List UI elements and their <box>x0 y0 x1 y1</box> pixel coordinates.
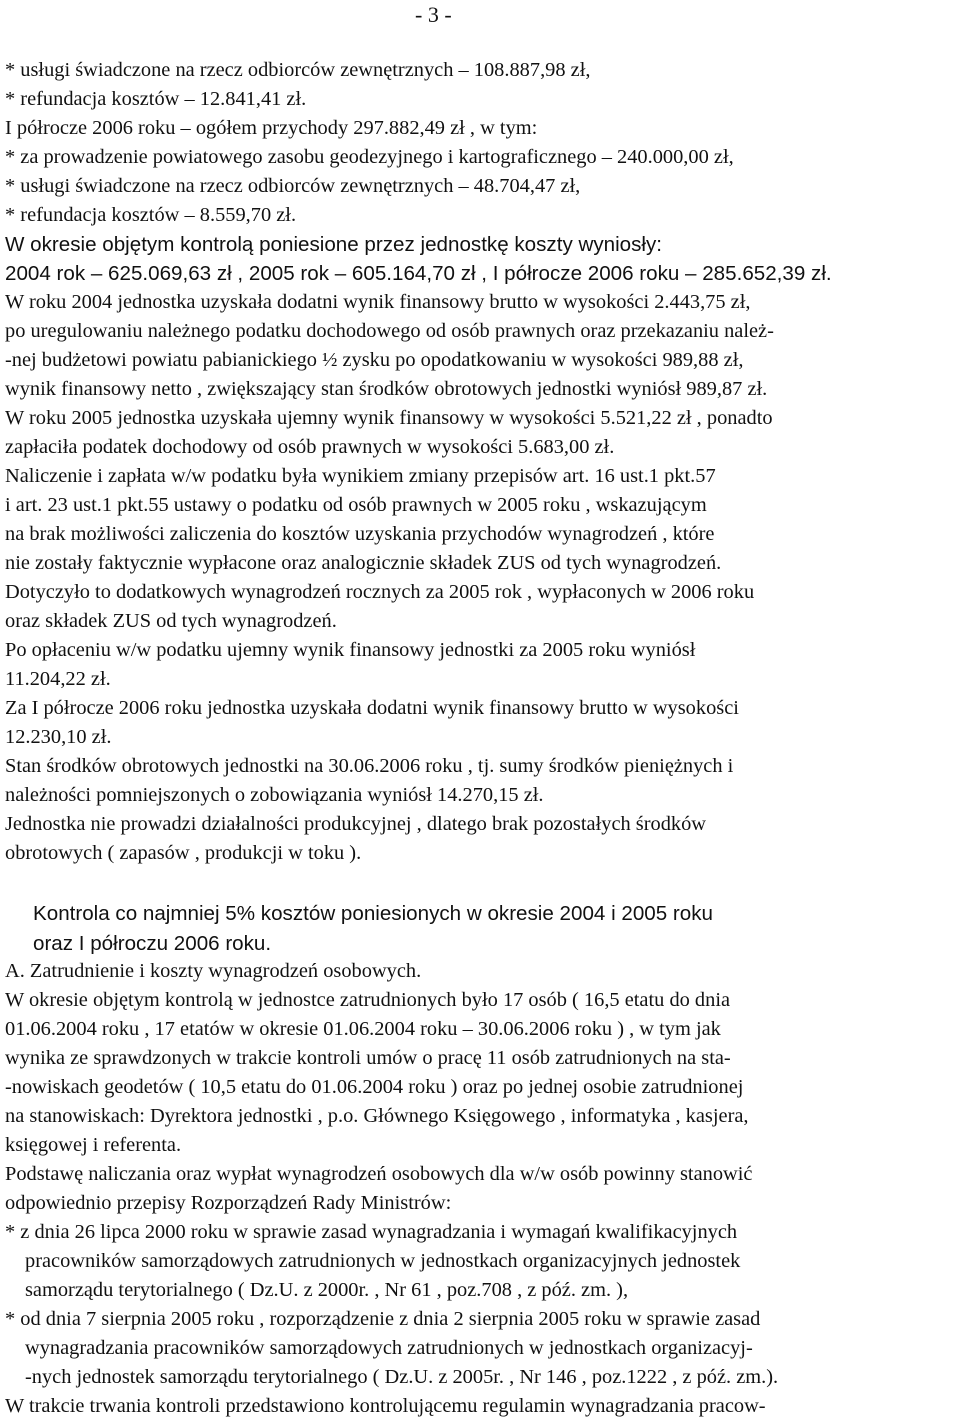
page-number: - 3 - <box>415 2 452 27</box>
text-line: * refundacja kosztów – 8.559,70 zł. <box>5 204 297 226</box>
list-item-continuation: samorządu terytorialnego ( Dz.U. z 2000r. , Nr 61 , poz.708 , z póź. zm. ), <box>25 1279 629 1301</box>
text-line: * usługi świadczone na rzecz odbiorców zewnętrznych – 48.704,47 zł, <box>5 175 581 197</box>
heading-line: Kontrola co najmniej 5% kosztów poniesionych w okresie 2004 i 2005 roku <box>33 902 713 925</box>
text-line: należności pomniejszonych o zobowiązania wyniósł 14.270,15 zł. <box>5 784 544 806</box>
list-item-continuation: -nych jednostek samorządu terytorialnego ( Dz.U. z 2005r. , Nr 146 , poz.1222 , z póź. zm.). <box>25 1366 779 1388</box>
text-line: oraz składek ZUS od tych wynagrodzeń. <box>5 610 337 632</box>
text-line: W roku 2004 jednostka uzyskała dodatni wynik finansowy brutto w wysokości 2.443,75 zł, <box>5 291 751 313</box>
text-line: 2004 rok – 625.069,63 zł , 2005 rok – 605.164,70 zł , I półrocze 2006 roku – 285.652,39 zł. <box>5 262 832 285</box>
list-item-continuation: wynagradzania pracowników samorządowych zatrudnionych w jednostkach organizacyj- <box>25 1337 753 1359</box>
text-line: -nowiskach geodetów ( 10,5 etatu do 01.06.2004 roku ) oraz po jednej osobie zatrudnionej <box>5 1076 744 1098</box>
text-line: * za prowadzenie powiatowego zasobu geodezyjnego i kartograficznego – 240.000,00 zł, <box>5 146 734 168</box>
text-line: W okresie objętym kontrolą w jednostce zatrudnionych było 17 osób ( 16,5 etatu do dnia <box>5 989 731 1011</box>
text-line: Za I półrocze 2006 roku jednostka uzyskała dodatni wynik finansowy brutto w wysokości <box>5 697 739 719</box>
text-line: obrotowych ( zapasów , produkcji w toku ). <box>5 842 362 864</box>
subsection-title: A. Zatrudnienie i koszty wynagrodzeń osobowych. <box>5 960 422 982</box>
report-text-top <box>5 56 957 868</box>
text-line: Naliczenie i zapłata w/w podatku była wynikiem zmiany przepisów art. 16 ust.1 pkt.57 <box>5 465 716 487</box>
text-line: na stanowiskach: Dyrektora jednostki , p.o. Głównego Księgowego , informatyka , kasjera, <box>5 1105 749 1127</box>
text-line: W roku 2005 jednostka uzyskała ujemny wynik finansowy w wysokości 5.521,22 zł , ponadto <box>5 407 773 429</box>
list-item: * od dnia 7 sierpnia 2005 roku , rozporządzenie z dnia 2 sierpnia 2005 roku w sprawie zasad <box>5 1308 761 1330</box>
text-line: 01.06.2004 roku , 17 etatów w okresie 01.06.2004 roku – 30.06.2006 roku ) , w tym jak <box>5 1018 721 1040</box>
text-line: W okresie objętym kontrolą poniesione przez jednostkę koszty wyniosły: <box>5 233 663 256</box>
text-line: * refundacja kosztów – 12.841,41 zł. <box>5 88 307 110</box>
text-line: księgowej i referenta. <box>5 1134 182 1156</box>
text-line: Stan środków obrotowych jednostki na 30.06.2006 roku , tj. sumy środków pieniężnych i <box>5 755 734 777</box>
list-item-continuation: pracowników samorządowych zatrudnionych w jednostkach organizacyjnych jednostek <box>25 1250 741 1272</box>
text-line: * usługi świadczone na rzecz odbiorców zewnętrznych – 108.887,98 zł, <box>5 59 591 81</box>
text-line: Jednostka nie prowadzi działalności produkcyjnej , dlatego brak pozostałych środków <box>5 813 707 835</box>
report-text-bottom <box>5 957 957 1421</box>
text-line: 12.230,10 zł. <box>5 726 112 748</box>
text-line: -nej budżetowi powiatu pabianickiego ½ zysku po opodatkowaniu w wysokości 989,88 zł, <box>5 349 744 371</box>
text-line: Podstawę naliczania oraz wypłat wynagrodzeń osobowych dla w/w osób powinny stanowić <box>5 1163 753 1185</box>
section-heading <box>33 899 933 959</box>
text-line: nie zostały faktycznie wypłacone oraz analogicznie składek ZUS od tych wynagrodzeń. <box>5 552 722 574</box>
text-line: zapłaciła podatek dochodowy od osób prawnych w wysokości 5.683,00 zł. <box>5 436 615 458</box>
text-line: I półrocze 2006 roku – ogółem przychody 297.882,49 zł , w tym: <box>5 117 538 139</box>
text-line: Po opłaceniu w/w podatku ujemny wynik finansowy jednostki za 2005 roku wyniósł <box>5 639 696 661</box>
text-line: wynik finansowy netto , zwiększający stan środków obrotowych jednostki wyniósł 989,87 zł. <box>5 378 768 400</box>
text-line: odpowiednio przepisy Rozporządzeń Rady Ministrów: <box>5 1192 452 1214</box>
text-line: wynika ze sprawdzonych w trakcie kontroli umów o pracę 11 osób zatrudnionych na sta- <box>5 1047 731 1069</box>
heading-line: oraz I półroczu 2006 roku. <box>33 932 272 955</box>
text-line: po uregulowaniu należnego podatku dochodowego od osób prawnych oraz przekazaniu należ- <box>5 320 774 342</box>
text-line: i art. 23 ust.1 pkt.55 ustawy o podatku od osób prawnych w 2005 roku , wskazującym <box>5 494 707 516</box>
text-line: 11.204,22 zł. <box>5 668 111 690</box>
text-line: W trakcie trwania kontroli przedstawiono kontrolującemu regulamin wynagradzania pracow- <box>5 1395 766 1417</box>
text-line: Dotyczyło to dodatkowych wynagrodzeń rocznych za 2005 rok , wypłaconych w 2006 roku <box>5 581 755 603</box>
text-line: na brak możliwości zaliczenia do kosztów uzyskania przychodów wynagrodzeń , które <box>5 523 715 545</box>
list-item: * z dnia 26 lipca 2000 roku w sprawie zasad wynagradzania i wymagań kwalifikacyjnych <box>5 1221 738 1243</box>
